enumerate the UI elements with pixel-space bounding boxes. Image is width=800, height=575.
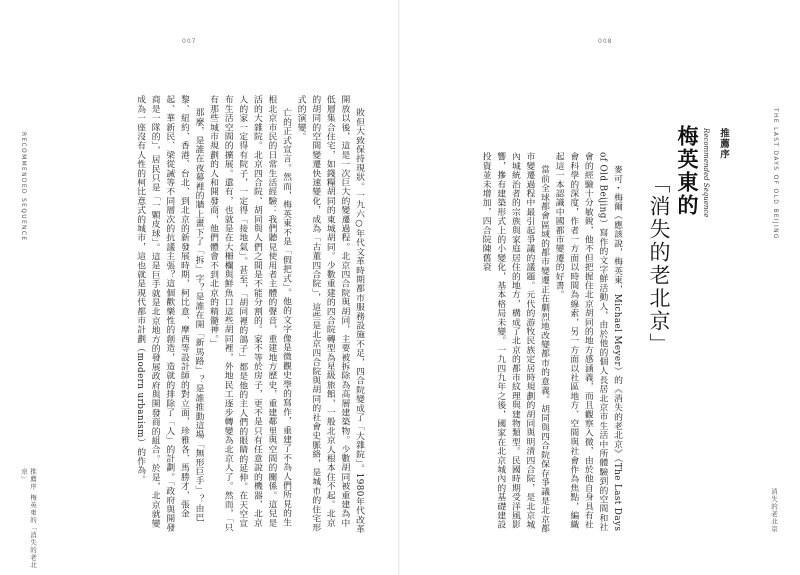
paragraph: 敗但大致保持現狀。一九六○年代文革時期都市服務設施不足，四合院變成了「大雜院」。1980年代改革開放以後，這是一次巨大的變遷過程。北京四合院與胡同，主要被拆除為高層建築物。少數胡同被重建為中低層集合住宅，如錢糧胡同的東城胡同。少數重建的四合院轉型為星級旅館，一般北京人根本住不起。北京的胡同的空間變遷快速變化，成為「古董四合院」，這些是北京四合院與胡同的社會史脈絡，是城市的住宅形式的演變。 bbox=[295, 95, 364, 534]
preface-english-label: Recommended Sequence bbox=[702, 128, 710, 218]
right-page bbox=[400, 0, 800, 575]
footer-right: 消失的老北京 bbox=[770, 488, 778, 533]
footer-left: 推薦序 梅英東的「消失的老北京」 bbox=[20, 468, 37, 569]
page-number-right: 008 bbox=[598, 38, 613, 45]
paragraph: 麥可・梅爾（應該說，梅英東，Michael Meyer）的《消失的老北京》（The Last Days of Old Beijing）寫作的文字鮮活動人，由於他的個人長居北京市生活中所體驗到的空間和社會的經驗十分敏銳，他不但把握住北京胡同的地方感涵義，而且觀察入微，由於他自身具有社會科學的深度，作者一方面以時間為線索，另一方面以社區地方、空間與社會作為焦點，編織起這一本認識中國都市變遷的好書。 bbox=[553, 152, 622, 532]
running-head-left: RECOMMENDED SEQUENCE bbox=[20, 132, 27, 242]
left-body-text bbox=[52, 95, 366, 535]
title-line-1: 梅英東的 bbox=[675, 125, 700, 217]
right-body-text bbox=[438, 152, 624, 537]
running-head-right: THE LAST DAYS OF OLD BEIJING bbox=[772, 108, 779, 240]
paragraph: 當前全球都會區域的都市變遷正在劇烈地改變都市的意義。胡同與四合院保存爭議是北京都市變遷過程中最引起爭議的議題。元代的游牧民族定居時規劃的胡同與明清四合院，是北京城內城統治者的宗族與家庭居住的地方，構成了北京的都市紋理與建物類型。民國時期受洋風影響，摻有建築形式上的小變化，基本格局未變。一九四九年之後，國家在北京城內的基礎建設投資並未增加，四合院陳舊衰 bbox=[480, 152, 550, 534]
paragraph: 那麼，是誰在夜幕裡的牆上畫下了「拆」字？是誰在開「新馬路」？是誰推動這場「無形巨手」？由巴黎、紐約、香港、台北、到北京的新發展時期，柯比意、摩西等設計師的對立面，珍雅各、馬勝才，張金起、華新民、梁從誡等不同層次的抗議主張？這個歡樂性的創造，造就的排除了「人」的計劃。「政府與開發商是一隊的」，居民只是「一顆皮球」。這是巨手就是北京地方的發展政府與開發商的組合。於是，北京就變成為一座沒有人性的柯比意式的城市，這也就是現代都市計劃（modern urbanism）的作為。 bbox=[135, 95, 204, 533]
preface-label: 推薦序 bbox=[718, 128, 729, 160]
title-line-2: 「消失的老北京」 bbox=[647, 172, 671, 356]
page-number-left: 007 bbox=[182, 38, 197, 45]
paragraph: 亡的正式宣言。然而，梅英東不是「假把式」。他的文字像是微觀史學的寫作，重建了不為人們所見的生根北京市民的日常生活經驗：我們聽見使用者主體的聲音，重建地方歷史，重建鄰里與空間的關係。這兒是活的大雜院。北京四合院、胡同與人們之間是不能分割的。家不等於房子，更不是只有任意說的機器，北京人的家一定得有院子，一定得「接地氣」。甚至，「胡同裡的鴿子」都是他的主人們的眼睛的延伸。在天空宣布生活空間的擴展。還有，也就是在大柵欄與鮮魚口這些胡同裡，外地民工逐步轉變為北京人了。然而，「只有那些城市規劃的人和開發商，他們體會不到北京的精髓神。」 bbox=[208, 95, 292, 533]
